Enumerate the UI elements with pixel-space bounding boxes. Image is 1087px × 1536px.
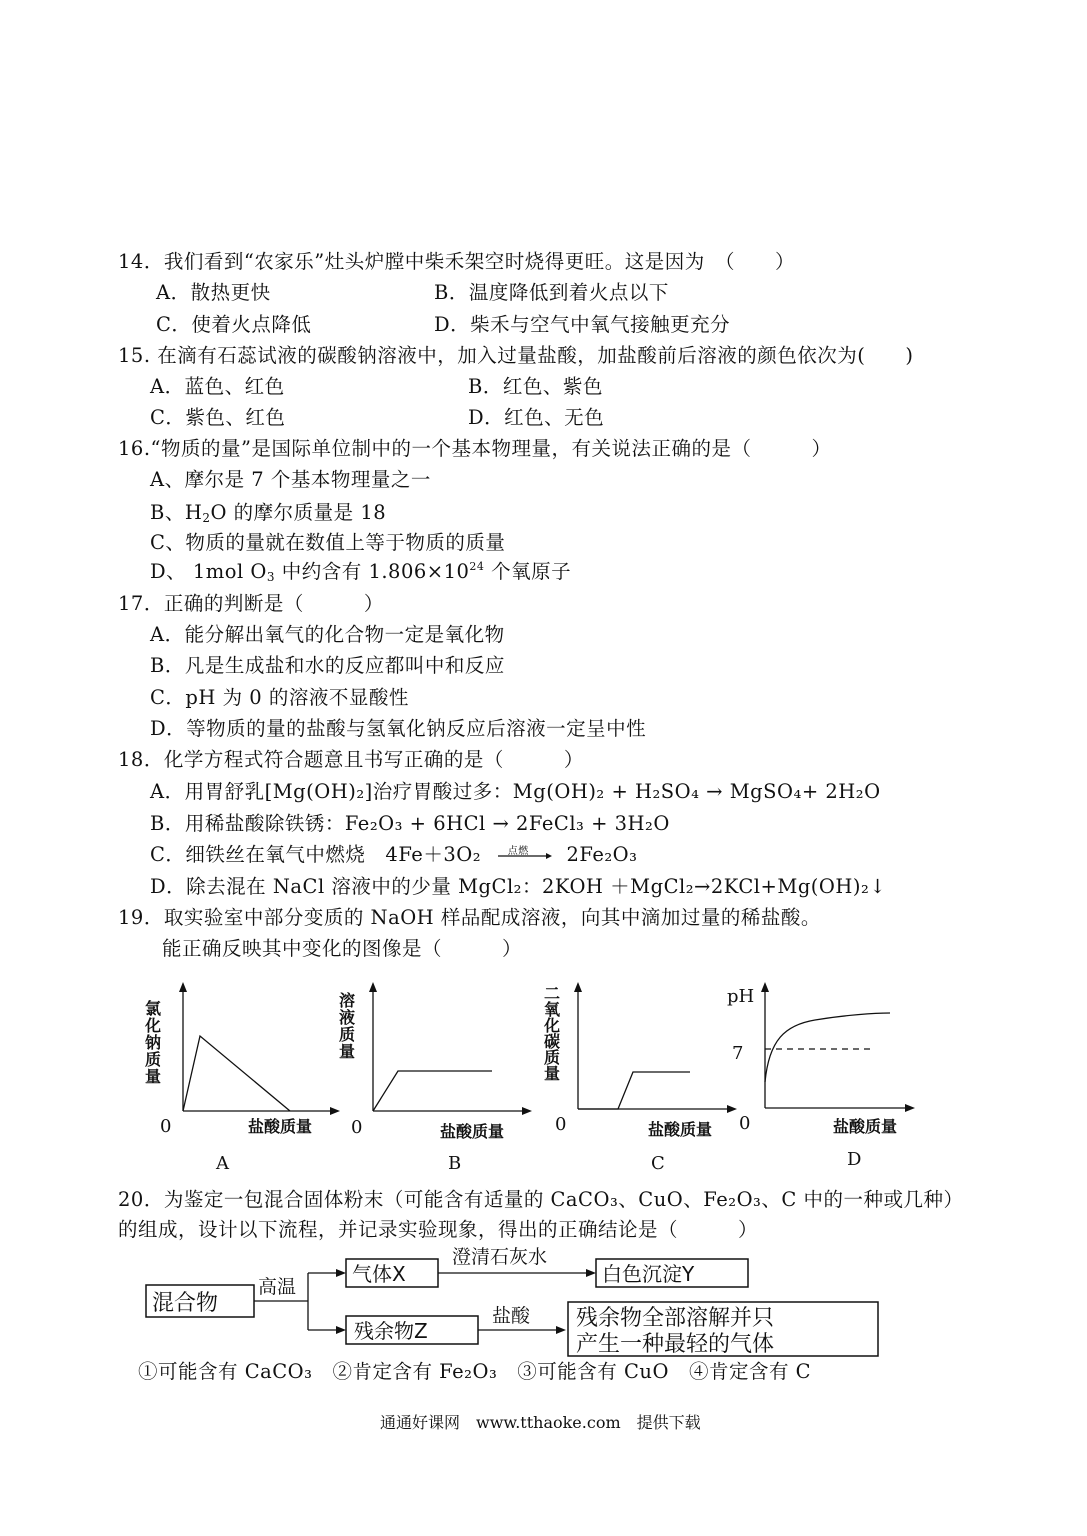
q14-option-a: A．散热更快 (156, 281, 271, 304)
flow-start: 混合物 (152, 1291, 219, 1316)
flow-precipitate-y: 白色沉淀Y (602, 1262, 695, 1286)
graph-d (725, 980, 935, 1184)
flow-cond-acid: 盐酸 (492, 1305, 531, 1327)
q18-option-c: C．细铁丝在氧气中燃烧 4Fe＋3O₂ 点燃 2Fe₂O₃ (150, 843, 637, 867)
graph-a-origin: 0 (160, 1116, 172, 1137)
q15-option-d: D．红色、无色 (468, 406, 605, 429)
graph-d-xlabel: 盐酸质量 (833, 1117, 898, 1136)
flow-diagram (140, 1245, 900, 1369)
q18-option-a: A．用胃舒乳[Mg(OH)₂]治疗胃酸过多：Mg(OH)₂ + H₂SO₄ → MgSO₄+ 2H₂O (150, 780, 881, 803)
q16-option-b: B、$H_2O$ 的摩尔质量是 18 (150, 501, 387, 525)
flow-cond-limewater: 澄清石灰水 (452, 1246, 548, 1268)
page-footer: 通通好课网 www.tthaoke.com 提供下载 (380, 1413, 701, 1432)
q20-stem-line1: 20．为鉴定一包混合固体粉末（可能含有适量的 CaCO₃、CuO、Fe₂O₃、C 中的一种或几种） (118, 1188, 964, 1211)
graph-c-xlabel: 盐酸质量 (648, 1120, 713, 1139)
graph-b-letter: B (448, 1153, 462, 1174)
q16-stem: 16.“物质的量”是国际单位制中的一个基本物理量，有关说法正确的是（ ） (118, 437, 832, 460)
q15-option-a: A．蓝色、红色 (150, 375, 285, 398)
reaction-arrow (496, 846, 552, 866)
q17-option-c: C．pH 为 0 的溶液不显酸性 (150, 686, 409, 709)
graph-c-ylabel: 二氧化碳质量 (541, 985, 561, 1081)
graph-a-xlabel: 盐酸质量 (248, 1117, 313, 1136)
q15-option-c: C．紫色、红色 (150, 406, 286, 429)
reaction-condition: 点燃 (507, 845, 529, 857)
graph-c-origin: 0 (555, 1114, 567, 1135)
graph-d-letter: D (847, 1149, 862, 1170)
flow-result-line2: 产生一种最轻的气体 (576, 1332, 775, 1357)
q14-option-d: D．柴禾与空气中氧气接触更充分 (434, 313, 731, 336)
flow-gas-x: 气体X (352, 1262, 406, 1286)
q17-stem: 17．正确的判断是（ ） (118, 592, 384, 615)
q19-stem-line1: 19．取实验室中部分变质的 NaOH 样品配成溶液，向其中滴加过量的稀盐酸。 (118, 906, 821, 929)
graph-a-letter: A (216, 1153, 229, 1174)
q20-stem-line2: 的组成，设计以下流程，并记录实验现象，得出的正确结论是（ ） (118, 1218, 759, 1241)
q15-option-b: B．红色、紫色 (468, 375, 603, 398)
graph-d-origin: 0 (739, 1113, 751, 1134)
q20-choices: ①可能含有 CaCO₃ ②肯定含有 Fe₂O₃ ③可能含有 CuO ④肯定含有 C (138, 1360, 812, 1383)
graph-a-ylabel: 氯化钠质量 (142, 1000, 162, 1085)
q16-option-a: A、摩尔是 7 个基本物理量之一 (150, 468, 431, 491)
graph-a (140, 980, 350, 1184)
graph-b (336, 980, 550, 1184)
q19-stem-line2: 能正确反映其中变化的图像是（ ） (162, 937, 523, 960)
q14-stem: 14．我们看到“农家乐”灶头炉膛中柴禾架空时烧得更旺。这是因为 （ ） (118, 250, 796, 273)
q18-option-b: B．用稀盐酸除铁锈：Fe₂O₃ + 6HCl → 2FeCl₃ + 3H₂O (150, 812, 670, 835)
q15-stem: 15. 在滴有石蕊试液的碳酸钠溶液中，加入过量盐酸，加盐酸前后溶液的颜色依次为( ) (118, 344, 914, 367)
q17-option-a: A．能分解出氧气的化合物一定是氧化物 (150, 623, 505, 646)
q18-option-d: D．除去混在 NaCl 溶液中的少量 MgCl₂：2KOH ＋MgCl₂→2KCl+Mg(OH)₂↓ (150, 875, 887, 898)
q17-option-b: B．凡是生成盐和水的反应都叫中和反应 (150, 654, 505, 677)
q14-option-b: B．温度降低到着火点以下 (434, 281, 669, 304)
graph-c (541, 980, 755, 1184)
graph-b-xlabel: 盐酸质量 (440, 1122, 505, 1141)
graph-b-origin: 0 (351, 1117, 363, 1138)
q17-option-d: D．等物质的量的盐酸与氢氧化钠反应后溶液一定呈中性 (150, 717, 647, 740)
q14-option-c: C．使着火点降低 (156, 313, 312, 336)
q16-option-d: D、 1mol $O_3$ 中约含有 $1.806\times 10^{24}$ 个氧原子 (150, 560, 572, 584)
flow-result-line1: 残余物全部溶解并只 (576, 1306, 775, 1331)
graph-b-ylabel: 溶液质量 (336, 992, 356, 1060)
q18-stem: 18．化学方程式符合题意且书写正确的是（ ） (118, 748, 584, 771)
flow-residue-z: 残余物Z (354, 1319, 428, 1343)
flow-cond-high-temp: 高温 (258, 1276, 297, 1298)
q16-option-c: C、物质的量就在数值上等于物质的质量 (150, 531, 506, 554)
graph-d-mark: 7 (732, 1043, 744, 1064)
graph-d-ylabel: pH (727, 986, 755, 1007)
graph-c-letter: C (651, 1153, 665, 1174)
